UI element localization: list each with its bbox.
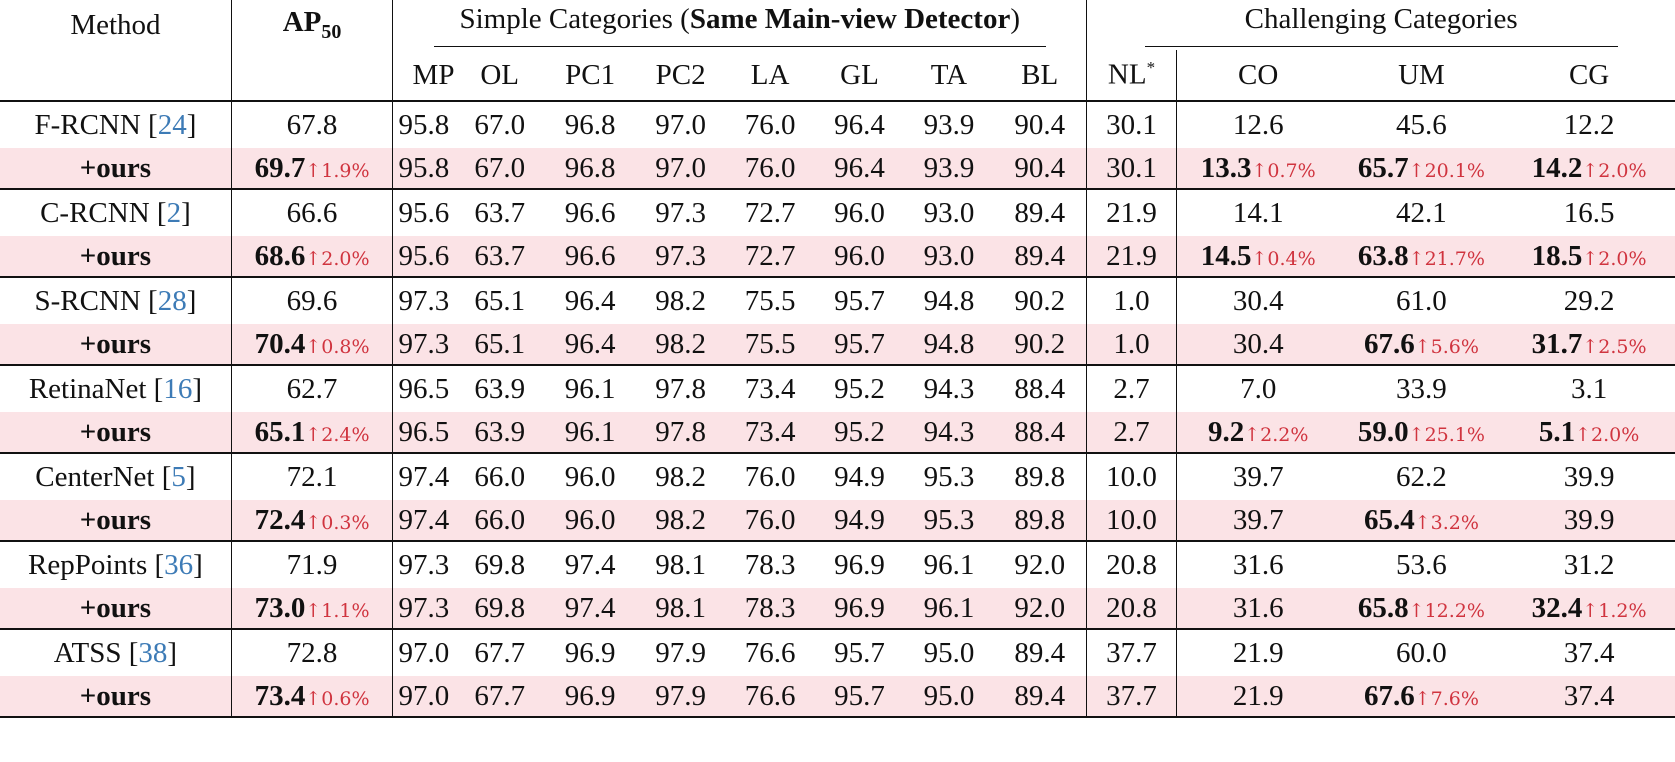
cell-cg: 39.9 [1503,453,1675,500]
table-row-ours [0,588,1675,629]
table-row-ours [0,236,1675,277]
cell-la: 73.4 [726,412,814,453]
cell-pc1: 96.8 [545,148,635,189]
improvement-delta: ↑1.2% [1582,599,1647,622]
ap50-value: 66.6 [231,189,392,236]
cell-bl: 89.4 [993,189,1087,236]
cell-gl: 95.7 [814,324,904,365]
improvement-delta: ↑7.6% [1414,687,1479,710]
table-row-baseline [0,629,1675,676]
citation-link[interactable]: 24 [157,108,187,141]
bold-value: 65.7 [1357,151,1409,184]
cell-gl: 96.4 [834,108,885,141]
cell-pc2: 97.8 [635,412,725,453]
table-row-ours [0,676,1675,717]
cell-nl: 37.7 [1087,676,1176,717]
cell-cg [1503,148,1675,189]
cell-um [1340,676,1503,717]
citation-close: ] [192,372,202,405]
ours-label: +ours [0,236,231,277]
cell-pc2: 98.2 [635,277,725,324]
cell-cg [1503,324,1675,365]
citation-link[interactable]: 36 [164,548,194,581]
improvement-delta: ↑0.8% [305,335,370,358]
method-label: S-RCNN [ [34,284,158,317]
bold-value: 13.3 [1200,151,1252,184]
cell-bl: 89.4 [993,629,1087,676]
improvement-delta: ↑2.0% [1582,247,1647,270]
cell-co: 39.7 [1176,500,1339,541]
table-row-ours [0,412,1675,453]
ap50-ours-value [231,148,392,189]
bold-value: 63.8 [1357,239,1409,272]
cell-um [1340,588,1503,629]
cell-bl: 92.0 [993,588,1087,629]
cell-gl: 96.0 [814,236,904,277]
bold-value: 65.8 [1357,591,1409,624]
improvement-delta: ↑2.5% [1582,335,1647,358]
ap50-header: $AP_{50}$ [231,0,392,50]
bold-value: 69.7 [254,151,306,184]
cell-cg: 16.5 [1503,189,1675,236]
cell-co [1176,148,1339,189]
ap50-value: 69.6 [231,277,392,324]
cell-nl: 2.7 [1087,412,1176,453]
cell-nl: 21.9 [1087,189,1176,236]
cell-gl: 94.9 [814,453,904,500]
cell-ol: 67.7 [454,629,544,676]
improvement-delta: ↑1.9% [305,159,370,182]
cell-co: 12.6 [1176,101,1339,148]
cell-mp: 96.5 [393,412,455,453]
cell-pc2: 97.3 [635,189,725,236]
cell-nl: 10.0 [1087,453,1176,500]
cell-mp: 95.8 [393,101,455,148]
cell-pc1: 96.8 [564,108,616,141]
cell-bl: 92.0 [993,541,1087,588]
cell-nl: 20.8 [1087,588,1176,629]
bold-value: 18.5 [1531,239,1583,272]
cell-ol: 63.9 [454,365,544,412]
cell-ta: 95.0 [905,629,993,676]
cell-co: 39.7 [1176,453,1339,500]
table-row-baseline [0,541,1675,588]
col-header-ta: TA [905,50,993,101]
col-header-gl: GL [814,50,904,101]
cell-mp: 97.3 [393,541,455,588]
bold-value: 14.5 [1200,239,1252,272]
cell-co [1176,236,1339,277]
cell-co: 21.9 [1176,676,1339,717]
cell-ol: 63.9 [454,412,544,453]
cell-um [1340,148,1503,189]
cell-gl: 96.9 [814,541,904,588]
ap50-ours-value [231,324,392,365]
bold-value: 73.4 [254,679,306,712]
cell-pc2: 97.8 [635,365,725,412]
citation-link[interactable]: 5 [171,460,186,493]
cell-pc1: 96.1 [545,365,635,412]
cell-ta: 94.3 [905,365,993,412]
cell-ol: 66.0 [454,500,544,541]
cell-co [1176,412,1339,453]
table-row-baseline [0,365,1675,412]
cell-bl: 89.4 [993,236,1087,277]
method-header: Method [70,8,161,41]
cell-pc1: 97.4 [545,588,635,629]
improvement-delta: ↑1.1% [305,599,370,622]
table-row-ours [0,324,1675,365]
cell-mp: 97.3 [393,588,455,629]
cell-pc2: 97.9 [635,629,725,676]
cell-bl: 88.4 [993,412,1087,453]
cell-la: 76.6 [726,629,814,676]
cell-nl: 30.1 [1087,148,1176,189]
cell-gl: 96.0 [814,189,904,236]
cell-um: 61.0 [1340,277,1503,324]
bold-value: 31.7 [1531,327,1583,360]
method-label: RepPoints [ [28,548,165,581]
cell-ol: 66.0 [454,453,544,500]
cell-pc1: 96.6 [545,189,635,236]
cell-ol: 67.0 [454,148,544,189]
method-name [0,101,231,148]
cell-um: 33.9 [1340,365,1503,412]
col-header-pc1: PC1 [545,50,635,101]
bold-value: 68.6 [254,239,306,272]
cell-gl: 95.2 [814,365,904,412]
improvement-delta: ↑3.2% [1414,511,1479,534]
table-row-baseline [0,277,1675,324]
cell-pc1: 96.0 [545,500,635,541]
cell-um [1340,500,1503,541]
cell-pc1: 96.4 [545,324,635,365]
ours-label: +ours [0,412,231,453]
cell-um: 53.6 [1340,541,1503,588]
cell-pc2: 98.2 [635,324,725,365]
cell-nl: 1.0 [1087,277,1176,324]
cell-nl: 21.9 [1087,236,1176,277]
cell-pc1: 96.9 [545,629,635,676]
cell-ta: 94.3 [905,412,993,453]
bold-value: 72.4 [254,503,306,536]
cell-mp: 95.8 [393,148,455,189]
cell-ol: 67.7 [454,676,544,717]
cell-ta: 95.0 [905,676,993,717]
cell-pc1: 96.9 [545,676,635,717]
improvement-delta: ↑0.6% [305,687,370,710]
cell-bl: 89.8 [993,500,1087,541]
bold-value: 73.0 [254,591,306,624]
cell-pc1: 97.4 [545,541,635,588]
ours-label: +ours [0,588,231,629]
table-row-baseline [0,189,1675,236]
cell-cg: 12.2 [1563,108,1615,141]
col-header-cg: CG [1503,50,1675,101]
cell-pc2: 98.2 [635,453,725,500]
cell-mp: 97.4 [393,453,455,500]
cell-ta: 93.9 [923,108,975,141]
cell-um: 42.1 [1340,189,1503,236]
cell-la: 76.0 [744,108,796,141]
cell-pc2: 97.9 [635,676,725,717]
cell-bl: 90.2 [993,277,1087,324]
bold-value: 70.4 [254,327,306,360]
cell-gl: 96.9 [814,588,904,629]
cell-la: 75.5 [726,324,814,365]
cell-ta: 96.1 [905,541,993,588]
ap50-ours-value [231,500,392,541]
method-label: ATSS [ [53,636,139,669]
cell-bl: 89.4 [993,676,1087,717]
col-header-bl: BL [993,50,1087,101]
improvement-delta: ↑0.7% [1251,159,1316,182]
cell-pc1: 96.0 [545,453,635,500]
cell-ta: 95.3 [905,500,993,541]
cell-nl: 2.7 [1087,365,1176,412]
improvement-delta: ↑0.3% [305,511,370,534]
cell-ol: 67.0 [474,108,526,141]
cell-gl: 95.2 [814,412,904,453]
ap50-ours-value [231,412,392,453]
method-label: RetinaNet [ [28,372,164,405]
cell-mp: 97.3 [393,277,455,324]
ours-label: +ours [0,148,231,189]
bold-value: 67.6 [1363,679,1415,712]
cell-bl: 90.4 [993,148,1087,189]
bold-value: 59.0 [1357,415,1409,448]
cell-ol: 65.1 [454,324,544,365]
improvement-delta: ↑5.6% [1414,335,1479,358]
improvement-delta: ↑2.0% [305,247,370,270]
cell-la: 78.3 [726,588,814,629]
cell-cg [1503,412,1675,453]
citation-close: ] [167,636,178,669]
cell-cg: 29.2 [1503,277,1675,324]
cell-cg: 37.4 [1503,676,1675,717]
ours-label: +ours [0,324,231,365]
bold-value: 5.1 [1538,415,1576,448]
cell-pc2: 97.0 [655,108,706,141]
col-header-pc2: PC2 [635,50,725,101]
cell-cg [1503,588,1675,629]
cell-gl: 95.7 [814,277,904,324]
cell-gl: 95.7 [814,676,904,717]
cell-pc2: 98.1 [635,541,725,588]
bold-value: 65.4 [1363,503,1415,536]
cell-co: 30.4 [1176,277,1339,324]
cell-um [1340,324,1503,365]
col-header-la: LA [726,50,814,101]
cell-la: 76.0 [726,148,814,189]
cell-ol: 63.7 [454,236,544,277]
bold-value: 67.6 [1363,327,1415,360]
cell-pc1: 96.1 [545,412,635,453]
cell-co: 30.4 [1176,324,1339,365]
method-name [0,541,231,588]
improvement-delta: ↑2.4% [305,423,370,446]
ours-label: +ours [0,500,231,541]
ap50-header-spacer [231,50,392,101]
cell-co: 21.9 [1176,629,1339,676]
ap50-value: 72.1 [231,453,392,500]
cell-mp: 97.3 [393,324,455,365]
col-header-ol: OL [454,50,544,101]
bold-value: 32.4 [1531,591,1583,624]
cell-cg [1503,236,1675,277]
ap50-ours-value [231,588,392,629]
cell-mp: 97.4 [393,500,455,541]
cell-ta: 95.3 [905,453,993,500]
cell-co: 31.6 [1176,588,1339,629]
cell-pc1: 96.4 [545,277,635,324]
cell-ta: 93.9 [905,148,993,189]
cell-pc1: 96.6 [545,236,635,277]
method-name [0,365,231,412]
cell-gl: 96.4 [814,148,904,189]
simple-categories-header: Simple Categories (Same Main-view Detector) [393,0,1087,50]
table-row-baseline [0,101,1675,148]
cell-ta: 96.1 [905,588,993,629]
cell-cg: 39.9 [1503,500,1675,541]
ap50-ours-value [231,236,392,277]
cell-nl: 1.0 [1087,324,1176,365]
ap50-value: 62.7 [231,365,392,412]
cell-bl: 88.4 [993,365,1087,412]
citation-link[interactable]: 16 [163,372,193,405]
cell-um: 60.0 [1340,629,1503,676]
cell-gl: 94.9 [814,500,904,541]
table-row-ours [0,500,1675,541]
cell-ol: 65.1 [454,277,544,324]
cell-la: 76.0 [726,453,814,500]
ours-label: +ours [0,676,231,717]
method-label: F-RCNN [ [34,108,158,141]
method-name [0,629,231,676]
citation-close: ] [186,284,197,317]
citation-close: ] [185,460,196,493]
cell-mp: 95.6 [393,189,455,236]
ap50-value: 67.8 [231,101,392,148]
method-name [0,277,231,324]
cell-mp: 97.0 [393,629,455,676]
cell-nl: 20.8 [1087,541,1176,588]
cell-um [1340,236,1503,277]
cell-pc2: 97.3 [635,236,725,277]
cell-co: 7.0 [1176,365,1339,412]
cell-um: 62.2 [1340,453,1503,500]
bold-value: 9.2 [1207,415,1245,448]
citation-link[interactable]: 28 [157,284,187,317]
cell-um: 45.6 [1396,108,1447,141]
method-label: CenterNet [ [35,460,172,493]
cell-ta: 94.8 [905,277,993,324]
cell-bl: 89.8 [993,453,1087,500]
cell-ta: 94.8 [905,324,993,365]
cell-gl: 95.7 [814,629,904,676]
cell-ol: 69.8 [454,541,544,588]
improvement-delta: ↑2.0% [1582,159,1647,182]
cell-cg: 3.1 [1503,365,1675,412]
cell-co: 31.6 [1176,541,1339,588]
method-name [0,189,231,236]
improvement-delta: ↑2.0% [1575,423,1640,446]
bold-value: 65.1 [254,415,306,448]
col-header-mp: MP [393,50,455,101]
citation-close: ] [181,196,191,229]
cell-bl: 90.2 [993,324,1087,365]
method-header-spacer [0,50,231,101]
cell-nl: 30.1 [1087,101,1176,148]
cell-ol: 69.8 [454,588,544,629]
method-label: C-RCNN [ [40,196,167,229]
table-row-ours [0,148,1675,189]
cell-cg: 31.2 [1503,541,1675,588]
cell-co: 14.1 [1176,189,1339,236]
col-header-um: UM [1340,50,1503,101]
ap50-value: 71.9 [231,541,392,588]
cell-la: 76.0 [726,500,814,541]
cell-mp: 97.0 [393,676,455,717]
cell-um [1340,412,1503,453]
header-row-1 [0,0,1675,50]
cell-mp: 95.6 [393,236,455,277]
cell-bl: 90.4 [1014,108,1066,141]
cell-ta: 93.0 [905,236,993,277]
citation-link[interactable]: 2 [166,196,182,229]
cell-la: 73.4 [726,365,814,412]
cell-la: 76.6 [726,676,814,717]
cell-ol: 63.7 [454,189,544,236]
cell-la: 72.7 [726,189,814,236]
col-header-nl: NL* [1087,50,1176,101]
cell-pc2: 98.1 [635,588,725,629]
header-row-2 [0,50,1675,101]
ap50-ours-value [231,676,392,717]
ap50-value: 72.8 [231,629,392,676]
cell-la: 75.5 [726,277,814,324]
improvement-delta: ↑25.1% [1408,423,1485,446]
improvement-delta: ↑0.4% [1251,247,1316,270]
improvement-delta: ↑20.1% [1408,159,1485,182]
col-header-co: CO [1176,50,1339,101]
cell-nl: 37.7 [1087,629,1176,676]
citation-close: ] [186,108,197,141]
improvement-delta: ↑2.2% [1244,423,1309,446]
method-name [0,453,231,500]
cell-la: 72.7 [726,236,814,277]
cell-cg: 37.4 [1503,629,1675,676]
cell-ta: 93.0 [905,189,993,236]
table-row-baseline [0,453,1675,500]
bold-value: 14.2 [1531,151,1583,184]
citation-link[interactable]: 38 [138,636,168,669]
cell-pc2: 98.2 [635,500,725,541]
cell-pc2: 97.0 [635,148,725,189]
cell-nl: 10.0 [1087,500,1176,541]
cell-mp: 96.5 [393,365,455,412]
cell-la: 78.3 [726,541,814,588]
improvement-delta: ↑21.7% [1408,247,1485,270]
challenging-categories-header: Challenging Categories [1087,0,1675,50]
improvement-delta: ↑12.2% [1408,599,1485,622]
citation-close: ] [193,548,203,581]
